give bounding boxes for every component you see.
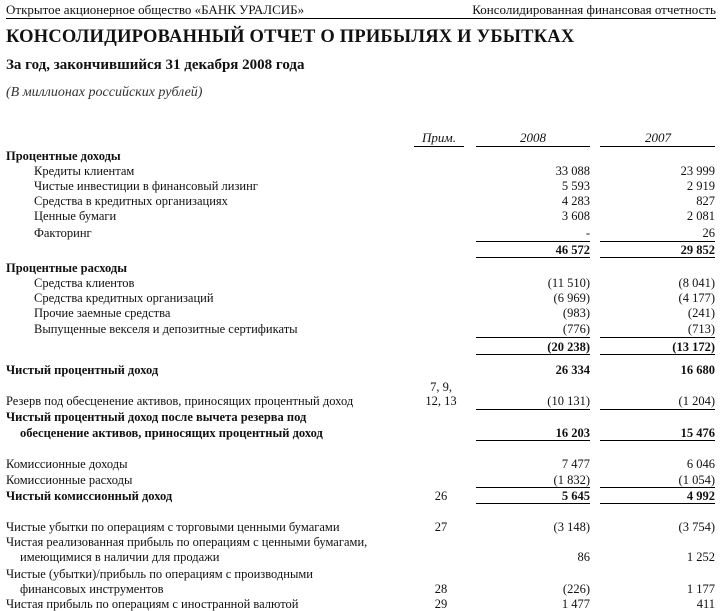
- report-title: КОНСОЛИДИРОВАННЫЙ ОТЧЕТ О ПРИБЫЛЯХ И УБЫТКАХ: [6, 27, 575, 47]
- total-rule: [476, 257, 590, 258]
- subtotal-rule: [476, 487, 590, 488]
- page-header: [6, 0, 716, 19]
- column-header-2007: 2007: [600, 131, 715, 147]
- subtotal-rule: [600, 487, 715, 488]
- total-rule: [476, 503, 590, 504]
- total-rule: [600, 354, 715, 355]
- total-rule: [600, 440, 715, 441]
- column-header-note: Прим.: [414, 131, 464, 147]
- column-header-2008: 2008: [476, 131, 590, 147]
- total-rule: [476, 354, 590, 355]
- report-period: За год, закончившийся 31 декабря 2008 года: [6, 57, 305, 73]
- total-rule: [476, 440, 590, 441]
- total-rule: [600, 503, 715, 504]
- subtotal-rule: [476, 409, 590, 410]
- company-name: Открытое акционерное общество «БАНК УРАЛСИБ»: [6, 2, 305, 17]
- subtotal-rule: [600, 337, 715, 338]
- subtotal-rule: [600, 409, 715, 410]
- total-rule: [600, 257, 715, 258]
- report-units: (В миллионах российских рублей): [6, 85, 203, 100]
- document-type: Консолидированная финансовая отчетность: [472, 2, 716, 17]
- subtotal-rule: [476, 337, 590, 338]
- subtotal-rule: [476, 241, 590, 242]
- subtotal-rule: [600, 241, 715, 242]
